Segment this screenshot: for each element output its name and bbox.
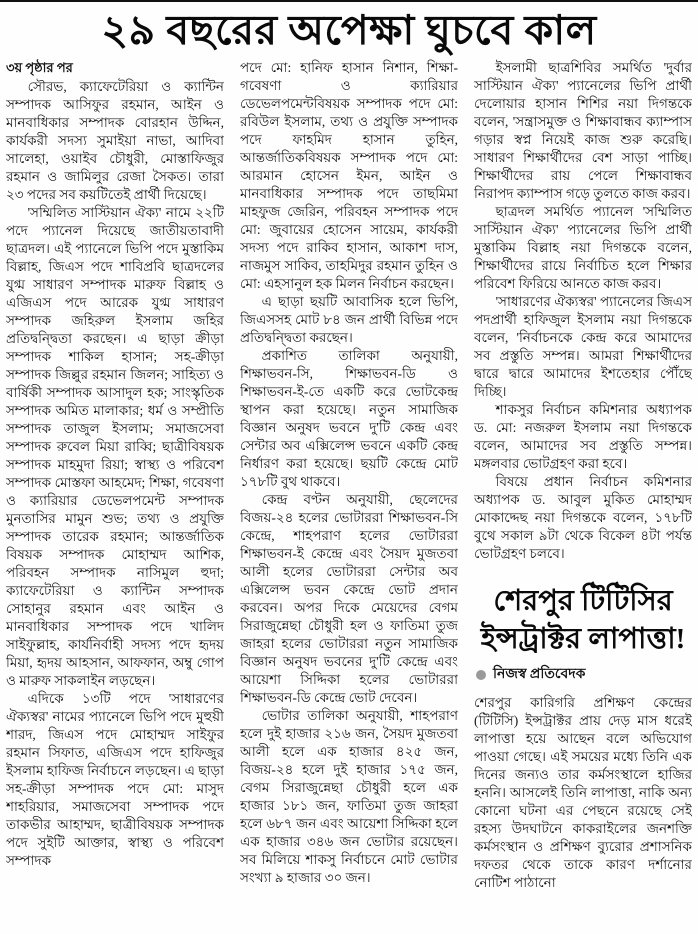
article1-paragraph: 'সাধারণের ঐক্যস্বর' প্যানেলের জিএস পদপ্রার্থী হাফিজুল ইসলাম নয়া দিগন্তকে বলেন, 'নির্বাচনকে কেন্দ্র করে আমাদের সব প্রস্তুতি সম্পন্ন। আমরা শিক্ষার্থীদের দ্বারে দ্বারে আমাদের ইশতেহার পৌঁছে দিচ্ছি। (474, 294, 692, 400)
article1-paragraph: এ ছাড়া ছয়টি আবাসিক হলে ভিপি, জিএসসহ মোট ৮৪ জন প্রার্থী বিভিন্ন পদে প্রতিদ্বন্দ্বিতা করছেন। (240, 294, 458, 346)
article1-paragraph: ভোটার তালিকা অনুযায়ী, শাহপরাণ হলে দুই হাজার ২১৬ জন, সৈয়দ মুজতবা আলী হলে এক হাজার ৪২৫ জন, বিজয়-২৪ হলে দুই হাজার ১৭৫ জন, বেগম সিরাজুন্নেছা চৌধুরী হলে এক হাজার ১৮১ জন, ফাতিমা তুজ জাহরা হলে ৬৮৭ জন এবং আয়েশা সিদ্দিকা হলে এক হাজার ৩৪৬ জন ভোটার রয়েছেন। সব মিলিয়ে শাকসু নির্বাচনে মোট ভোটার সংখ্যা ৯ হাজার ৩০ জন। (240, 708, 458, 886)
column-1 (6, 59, 224, 931)
article2 (474, 583, 692, 892)
article1-paragraph: এদিকে ১৩টি পদে 'সাধারণের ঐক্যস্বর' নামের প্যানেলে ভিপি পদে মুহুয়ী শারদ, জিএস পদে মোহাম্মদ সাইফুর রহমান সিফাত, এজিএস পদে হাফিজুর ইসলাম হাফিজ নির্বাচনে লড়ছেন। এ ছাড়া সহ-ক্রীড়া সম্পাদক পদে মো: মাসুদ শাহরিয়ার, সমাজসেবা সম্পাদক পদে তাকভীর আহাম্মদ, ছাত্রীবিষয়ক সম্পাদক পদে সুইটি আক্তার, স্বাস্থ্য ও পরিবেশ সম্পাদক (6, 691, 224, 869)
top-divider (0, 0, 698, 2)
continuation-note: ৩য় পৃষ্ঠার পর (6, 60, 73, 76)
article1-headline: ২৯ বছরের অপেক্ষা ঘুচবে কাল (101, 7, 597, 53)
article1-paragraph: বিষয়ে প্রধান নির্বাচন কমিশনার অধ্যাপক ড. আবুল মুকিত মোহাম্মদ মোকাদ্দেছ নয়া দিগন্তকে বলেন, ১৭৮টি বুথে সকাল ৯টা থেকে বিকেল ৪টা পর্যন্ত ভোটগ্রহণ চলবে। (474, 474, 692, 562)
article2-headline: শেরপুর টিটিসির ইন্সট্রাক্টর লাপাত্তা! (480, 585, 686, 655)
byline-bullet-icon (476, 670, 486, 680)
article1-paragraph: প্রকাশিত তালিকা অনুযায়ী, শিক্ষাভবন-সি, শিক্ষাভবন-ডি ও শিক্ষাভবন-ই-তে একটি করে ভোটকেন্দ্র স্থাপন করা হয়েছে। নতুন সামাজিক বিজ্ঞান অনুষদ ভবনে দু'টি কেন্দ্র এবং সেন্টার অব এক্সিলেন্স ভবনে একটি কেন্দ্র নির্ধারণ করা হয়েছে। ছয়টি কেন্দ্রে মোট ১৭৮টি বুথ থাকবে। (240, 348, 458, 490)
article2-paragraph: শেরপুর কারিগরি প্রশিক্ষণ কেন্দ্রের (টিটিসি) ইন্সট্রাক্টর প্রায় দেড় মাস ধরেই লাপাত্তা হয়ে আছেন বলে অভিযোগ পাওয়া গেছে। এই সময়ের মধ্যে তিনি এক দিনের জন্যও তার কর্মসংস্থালে হাজির হননি। আসলেই তিনি লাপাত্তা, নাকি অন্য কোনো ঘটনা এর পেছনে রয়েছে সেই রহস্য উদঘাটনে কাকরাইলের জনশক্তি কর্মসংস্থান ও প্রশিক্ষণ ব্যুরোর প্রশাসনিক দফতর থেকে তাকে কারণ দর্শানোর নোটিশ পাঠানো (474, 695, 692, 891)
article1-paragraph: 'সম্মিলিত সাস্টিয়ান ঐক্য' নামে ২২টি পদে প্যানেল দিয়েছে জাতীয়তাবাদী ছাত্রদল। এই প্যানেলে ভিপি পদে মুস্তাকিম বিল্লাহ, জিএস পদে শাবিপ্রবি ছাত্রদলের যুগ্ম সাধারণ সম্পাদক মারুফ বিল্লাহ ও এজিএস পদে আরেক যুগ্ম সাধারণ সম্পাদক জহিরুল ইসলাম জহির প্রতিদ্বন্দ্বিতা করছেন। এ ছাড়া ক্রীড়া সম্পাদক শাকিল হাসান; সহ-ক্রীড়া সম্পাদক জিল্লুর রহমান জিলন; সাহিত্য ও বার্ষিকী সম্পাদক আসাদুল হক; সাংস্কৃতিক সম্পাদক অমিত মালাকার; ধর্ম ও সম্প্রীতি সম্পাদক তাজুল ইসলাম; সমাজসেবা সম্পাদক রুবেল মিয়া রাব্বি; ছাত্রীবিষয়ক সম্পাদক মাহমুদা রিয়া; স্বাস্থ্য ও পরিবেশ সম্পাদক মোস্তফা আহমেদ; শিক্ষা, গবেষণা ও ক্যারিয়ার ডেভেলপমেন্ট সম্পাদক মুনতাসির মামুন শুভ; তথ্য ও প্রযুক্তি সম্পাদক তারেক রহমান; আন্তর্জাতিক বিষয়ক সম্পাদক মোহাম্মদ আশিক, পরিবহন সম্পাদক নাসিমুল হুদা; ক্যাফেটেরিয়া ও ক্যান্টিন সম্পাদক সোহানুর রহমান এবং আইন ও মানবাধিকার সম্পাদক পদে খালিদ সাইফুল্লাহ, কার্যনির্বাহী সদস্য পদে হৃদয় মিয়া, হৃদয় আহসান, আফফান, অম্বু গোপ ও মারুফ সাকলাইন লড়ছেন। (6, 205, 224, 689)
column-2 (240, 59, 458, 931)
byline-label: নিজস্ব প্রতিবেদক (493, 667, 586, 683)
article1-paragraph: সৌরভ, ক্যাফেটেরিয়া ও ক্যান্টিন সম্পাদক আসিফুর রহমান, আইন ও মানবাধিকার সম্পাদক বোরহান উদ্দিন, কার্যকরী সদস্য সুমাইয়া নাভা, আদিবা সালেহা, ওয়াইব চৌধুরী, মোস্তাফিজুর রহমান ও জামিলুর রেজা সৈকত। তারা ২৩ পদের সব কয়টিতেই প্রার্থী দিয়েছে। (6, 79, 224, 203)
article1-paragraph: পদে মো: হানিফ হাসান নিশান, শিক্ষা-গবেষণা ও ক্যারিয়ার ডেভেলপমেন্টবিষয়ক সম্পাদক পদে মো: রবিউল ইসলাম, তথ্য ও প্রযুক্তি সম্পাদক পদে ফাহমিদ হাসান তুহিন, আন্তর্জাতিকবিষয়ক সম্পাদক পদে মো: আরমান হোসেন ইমন, আইন ও মানবাধিকার সম্পাদক পদে তাছমিমা মাহফুজ জেরিন, পরিবহন সম্পাদক পদে মো: জুবায়ের হোসেন সায়েম, কার্যকরী সদস্য পদে রাকিব হাসান, আকাশ দাস, নাজমুস সাকিব, তাহমিদুর রহমান তুহিন ও মো: এহসানুল হক মিলন নির্বাচন করছেন। (240, 60, 458, 292)
column-3 (474, 59, 692, 931)
article1-paragraph: ইসলামী ছাত্রশিবির সমর্থিত 'দুর্বার সাস্টিয়ান ঐক্য' প্যানেলের ভিপি প্রার্থী দেলোয়ার হাসান শিশির নয়া দিগন্তকে বলেন, 'সন্ত্রাসমুক্ত ও শিক্ষাবান্ধব ক্যাম্পাস গড়ার স্বপ্ন নিয়েই কাজ শুরু করেছি। সাধারণ শিক্ষার্থীদের বেশ সাড়া পাচ্ছি। শিক্ষার্থীদের রায় পেলে শিক্ষাবান্ধব নিরাপদ ক্যাম্পাস গড়ে তুলতে কাজ করব। (474, 60, 692, 202)
article1-paragraph: ছাত্রদল সমর্থিত প্যানেল 'সম্মিলিত সাস্টিয়ান ঐক্য' প্যানেলের ভিপি প্রার্থী মুস্তাকিম বিল্লাহ নয়া দিগন্তকে বলেন, শিক্ষার্থীদের রায়ে নির্বাচিত হলে শিক্ষার পরিবেশ ফিরিয়ে আনতে কাজ করব। (474, 204, 692, 292)
article1-columns (6, 59, 692, 931)
article1-paragraph: কেন্দ্র বণ্টন অনুযায়ী, ছেলেদের বিজয়-২৪ হলের ভোটাররা শিক্ষাভবন-সি কেন্দ্রে, শাহপরাণ হলের ভোটাররা শিক্ষাভবন-ই কেন্দ্রে এবং সৈয়দ মুজতবা আলী হলের ভোটাররা সেন্টার অব এক্সিলেন্স ভবন কেন্দ্রে ভোট প্রদান করবেন। অপর দিকে মেয়েদের বেগম সিরাজুন্নেছা চৌধুরী হল ও ফাতিমা তুজ জাহরা হলের ভোটাররা নতুন সামাজিক বিজ্ঞান অনুষদ ভবনের দু'টি কেন্দ্রে এবং আয়েশা সিদ্দিকা হলের ভোটাররা শিক্ষাভবন-ডি কেন্দ্রে ভোট দেবেন। (240, 492, 458, 706)
article2-byline (476, 666, 692, 684)
article1-paragraph: শাকসুর নির্বাচন কমিশনার অধ্যাপক ড. মো: নজরুল ইসলাম নয়া দিগন্তকে বলেন, আমাদের সব প্রস্তুতি সম্পন্ন। মঙ্গলবার ভোটগ্রহণ করা হবে। (474, 402, 692, 472)
